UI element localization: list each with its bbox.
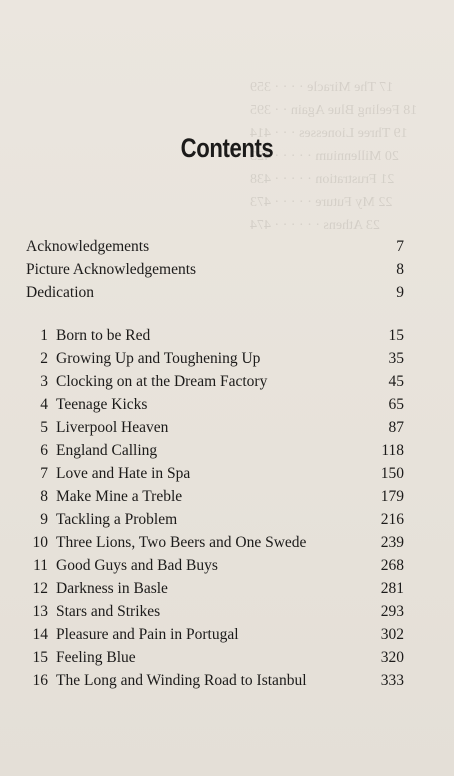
chapter-item <box>26 417 404 439</box>
chapter-title: Three Lions, Two Beers and One Swede <box>56 534 307 551</box>
chapter-title: Tackling a Problem <box>56 511 178 528</box>
chapter-title: Love and Hate in Spa <box>56 465 191 482</box>
front-matter-item <box>26 259 404 281</box>
chapter-number: 6 <box>40 442 48 459</box>
chapter-item <box>26 486 404 508</box>
entry-title: Acknowledgements <box>26 238 150 255</box>
chapter-page: 118 <box>381 442 404 459</box>
chapter-number: 16 <box>32 672 48 689</box>
chapter-number: 1 <box>40 327 48 344</box>
chapter-title: Growing Up and Toughening Up <box>56 350 261 367</box>
chapter-title: Born to be Red <box>56 327 151 344</box>
chapter-number: 10 <box>32 534 48 551</box>
chapter-page: 302 <box>380 626 404 643</box>
chapter-number: 9 <box>40 511 48 528</box>
chapter-number: 2 <box>40 350 48 367</box>
chapter-page: 87 <box>388 419 404 436</box>
chapter-title: Make Mine a Treble <box>56 488 183 505</box>
chapter-page: 65 <box>388 396 404 413</box>
chapter-page: 150 <box>380 465 404 482</box>
chapter-title: Pleasure and Pain in Portugal <box>56 626 239 643</box>
chapter-title: Stars and Strikes <box>56 603 161 620</box>
chapter-title: Clocking on at the Dream Factory <box>56 373 268 390</box>
chapter-page: 268 <box>380 557 404 574</box>
chapter-number: 3 <box>40 373 48 390</box>
chapter-title: Teenage Kicks <box>56 396 148 413</box>
chapter-item <box>26 394 404 416</box>
chapter-page: 320 <box>380 649 404 666</box>
chapter-number: 13 <box>32 603 48 620</box>
chapter-item <box>26 348 404 370</box>
page-title: Contents <box>180 133 274 163</box>
chapter-item <box>26 440 404 462</box>
chapter-title: Feeling Blue <box>56 649 136 666</box>
entry-title: Picture Acknowledgements <box>26 261 197 278</box>
chapter-page: 15 <box>388 327 404 344</box>
chapter-item <box>26 578 404 600</box>
chapter-item <box>26 532 404 554</box>
front-matter-item <box>26 282 404 304</box>
chapter-page: 239 <box>380 534 404 551</box>
chapter-page: 281 <box>380 580 404 597</box>
chapter-number: 5 <box>40 419 48 436</box>
chapter-item <box>26 509 404 531</box>
entry-page: 9 <box>396 284 404 301</box>
chapter-number: 4 <box>40 396 48 413</box>
chapter-number: 12 <box>32 580 48 597</box>
chapter-number: 7 <box>40 465 48 482</box>
chapter-item <box>26 371 404 393</box>
front-matter-item <box>26 236 404 258</box>
chapter-title: Good Guys and Bad Buys <box>56 557 218 574</box>
chapter-item <box>26 624 404 646</box>
chapter-title: England Calling <box>56 442 158 459</box>
chapter-number: 14 <box>32 626 48 643</box>
show-through-text: 17 The Miracle · · · · 359 18 Feeling Blue Again · · 395 19 Three Lionesses · · · 414 20 Millennium · · · · · 423 21 Frustration · · · · · 438 22 My Future · · · · · 473 23 Athens · · · · · · 474 <box>250 80 418 233</box>
chapter-item <box>26 670 404 692</box>
chapter-title: The Long and Winding Road to Istanbul <box>56 672 307 689</box>
chapter-number: 8 <box>40 488 48 505</box>
chapter-title: Liverpool Heaven <box>56 419 169 436</box>
chapter-page: 35 <box>388 350 404 367</box>
chapter-item <box>26 647 404 669</box>
entry-page: 8 <box>396 261 404 278</box>
chapter-item <box>26 601 404 623</box>
chapter-page: 45 <box>388 373 404 390</box>
chapter-number: 15 <box>32 649 48 666</box>
chapter-title: Darkness in Basle <box>56 580 168 597</box>
chapter-page: 293 <box>380 603 404 620</box>
entry-page: 7 <box>396 238 404 255</box>
chapter-item <box>26 463 404 485</box>
chapter-number: 11 <box>33 557 48 574</box>
chapter-page: 333 <box>380 672 404 689</box>
chapter-item <box>26 325 404 347</box>
chapter-page: 216 <box>380 511 404 528</box>
chapter-page: 179 <box>380 488 404 505</box>
chapter-item <box>26 555 404 577</box>
entry-title: Dedication <box>26 284 95 301</box>
